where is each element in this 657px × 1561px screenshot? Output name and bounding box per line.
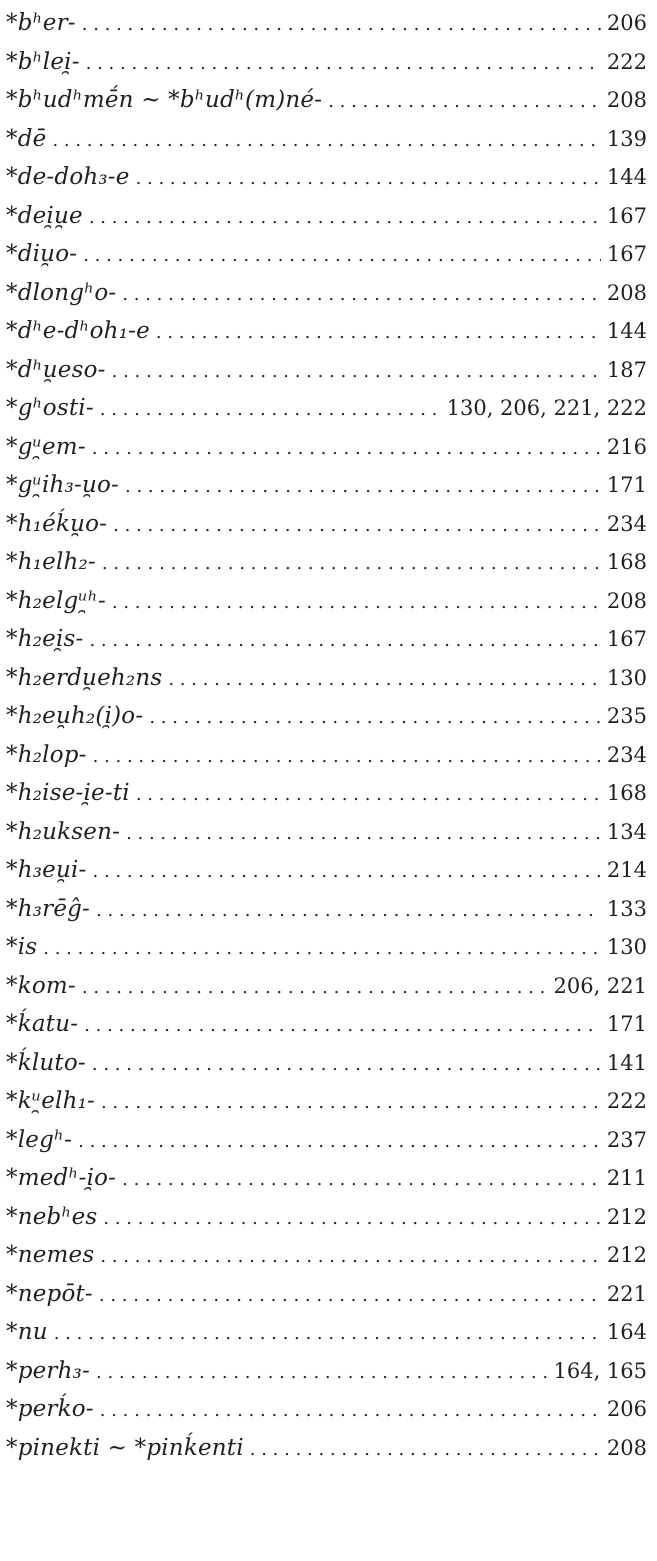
page-reference: 222 <box>606 1089 647 1113</box>
index-term: *dei̯u̯e <box>6 202 83 229</box>
page-reference: 216 <box>606 434 647 459</box>
page-reference: 234 <box>606 742 647 767</box>
index-term: *nebʰes <box>6 1203 98 1230</box>
dot-leader <box>136 776 601 815</box>
index-entry <box>6 158 647 197</box>
index-term: *bʰlei̯- <box>6 48 80 75</box>
page-reference: 144 <box>606 319 647 343</box>
index-term: *gᵘ̯em- <box>6 433 86 460</box>
index-term: *nu <box>6 1319 48 1345</box>
index-term: *dʰu̯eso- <box>6 356 106 383</box>
dot-leader <box>84 1007 601 1046</box>
page-reference: 171 <box>606 473 647 497</box>
page-reference: 141 <box>606 1050 647 1075</box>
dot-leader <box>101 1084 601 1123</box>
dot-leader <box>78 1123 601 1162</box>
dot-leader <box>89 622 600 661</box>
dot-leader <box>122 276 601 315</box>
index-entry <box>6 582 647 621</box>
dot-leader <box>93 738 601 777</box>
index-entry <box>6 1082 647 1121</box>
page-reference: 235 <box>606 704 647 728</box>
index-term: *bʰudʰmḗn ~ *bʰudʰ(m)né- <box>6 87 323 113</box>
index-term: *perḱo- <box>6 1396 94 1422</box>
index-entry <box>6 43 647 82</box>
dot-leader <box>82 6 601 45</box>
page-reference: 208 <box>606 1435 647 1460</box>
index-entry <box>6 543 647 582</box>
page-reference: 139 <box>606 126 647 151</box>
index-term: *de-doh₃-e <box>6 164 130 190</box>
index-term: *gᵘ̯ih₃-u̯o- <box>6 472 119 498</box>
dot-leader <box>89 199 601 238</box>
index-term: *is <box>6 934 38 960</box>
index-term: *h₂uksen- <box>6 818 121 845</box>
page-reference: 206, 221 <box>553 973 647 998</box>
page-reference: 144 <box>606 165 647 189</box>
page-reference: 171 <box>606 1012 647 1036</box>
index-entry <box>6 1121 647 1160</box>
index-term: *h₁éḱu̯o- <box>6 510 108 537</box>
index-term: *bʰer- <box>6 10 76 36</box>
dot-leader <box>100 1392 601 1431</box>
index-entry <box>6 1313 647 1352</box>
dot-leader <box>112 353 601 392</box>
index-term: *h₂lop- <box>6 741 87 768</box>
page-reference: 211 <box>606 1166 647 1190</box>
index-entry <box>6 351 647 390</box>
index-entry <box>6 813 647 852</box>
dot-leader <box>96 892 601 931</box>
page-reference: 168 <box>606 781 647 805</box>
page-reference: 208 <box>606 88 647 112</box>
index-term: *dlongʰo- <box>6 279 117 306</box>
index-entry <box>6 312 647 351</box>
dot-leader <box>136 160 601 199</box>
index-term: *nemes <box>6 1242 95 1268</box>
dot-leader <box>126 815 601 854</box>
page-reference: 206 <box>606 1397 647 1421</box>
index-term: *diu̯o- <box>6 241 78 267</box>
page-reference: 208 <box>606 588 647 613</box>
index-entry <box>6 1236 647 1275</box>
dot-leader <box>83 237 601 276</box>
index-term: *ḱatu- <box>6 1011 79 1037</box>
index-term: *gʰosti- <box>6 395 94 421</box>
index-term: *dʰe-dʰoh₁-e <box>6 318 150 344</box>
index-entry <box>6 1275 647 1314</box>
dot-leader <box>250 1431 601 1470</box>
page-reference: 133 <box>606 896 647 921</box>
index-entry <box>6 1159 647 1198</box>
page-reference: 237 <box>606 1127 647 1152</box>
dot-leader <box>112 584 601 623</box>
index-entry <box>6 389 647 428</box>
dot-leader <box>54 1315 601 1354</box>
dot-leader <box>93 853 601 892</box>
page-reference: 164, 165 <box>553 1358 647 1383</box>
page-reference: 212 <box>606 1204 647 1229</box>
dot-leader <box>92 1046 601 1085</box>
page-reference: 130 <box>606 935 647 959</box>
dot-leader <box>100 1238 601 1277</box>
index-term: *h₂ei̯s- <box>6 626 84 652</box>
dot-leader <box>99 1277 601 1316</box>
index-entry <box>6 235 647 274</box>
page-reference: 130, 206, 221, 222 <box>446 396 647 420</box>
page-reference: 214 <box>606 858 647 882</box>
index-entry <box>6 697 647 736</box>
index-entry <box>6 197 647 236</box>
index-term: *perh₃- <box>6 1357 91 1384</box>
dot-leader <box>43 930 601 969</box>
index-term: *nepōt- <box>6 1280 93 1307</box>
dot-leader <box>82 969 548 1008</box>
dot-leader <box>113 507 601 546</box>
dot-leader <box>96 1354 547 1393</box>
index-entry <box>6 620 647 659</box>
index-term: *medʰ-i̯o- <box>6 1165 117 1191</box>
index-entry <box>6 1005 647 1044</box>
index-entry <box>6 466 647 505</box>
dot-leader <box>100 391 441 430</box>
dot-leader <box>122 1161 601 1200</box>
dot-leader <box>92 430 601 469</box>
index-entry <box>6 1044 647 1083</box>
index-list <box>6 0 647 1467</box>
page-reference: 212 <box>606 1243 647 1267</box>
index-term: *legʰ- <box>6 1126 73 1153</box>
index-term: *h₂ise-i̯e-ti <box>6 780 130 806</box>
page-reference: 164 <box>606 1320 647 1344</box>
page-reference: 130 <box>606 665 647 690</box>
index-entry <box>6 1352 647 1391</box>
page-reference: 187 <box>606 357 647 382</box>
dot-leader <box>328 83 601 122</box>
index-term: *kom- <box>6 972 76 999</box>
index-term: *h₂erdu̯eh₂ns <box>6 664 163 691</box>
dot-leader <box>149 699 601 738</box>
dot-leader <box>86 45 601 84</box>
index-entry <box>6 428 647 467</box>
index-term: *h₂eu̯h₂(i̯)o- <box>6 703 144 729</box>
page-reference: 134 <box>606 819 647 844</box>
index-entry <box>6 736 647 775</box>
index-term: *h₃rēĝ- <box>6 895 91 922</box>
index-term: *h₁elh₂- <box>6 549 96 575</box>
index-entry <box>6 928 647 967</box>
index-term: *h₃eu̯i- <box>6 857 87 883</box>
dot-leader <box>52 122 600 161</box>
dot-leader <box>103 1200 600 1239</box>
dot-leader <box>125 468 601 507</box>
index-entry <box>6 505 647 544</box>
page-reference: 168 <box>606 550 647 574</box>
page-reference: 167 <box>606 627 647 651</box>
page-reference: 234 <box>606 511 647 536</box>
index-entry <box>6 81 647 120</box>
dot-leader <box>168 661 601 700</box>
page-reference: 167 <box>606 203 647 228</box>
index-entry <box>6 659 647 698</box>
page-reference: 206 <box>606 11 647 35</box>
index-entry <box>6 967 647 1006</box>
page-reference: 208 <box>606 280 647 305</box>
index-term: *kᵘ̯elh₁- <box>6 1088 95 1114</box>
page-reference: 222 <box>606 49 647 74</box>
page-reference: 221 <box>606 1281 647 1306</box>
index-entry <box>6 1429 647 1468</box>
index-entry <box>6 1198 647 1237</box>
index-entry <box>6 890 647 929</box>
index-entry <box>6 274 647 313</box>
index-entry <box>6 1390 647 1429</box>
page-reference: 167 <box>606 242 647 266</box>
index-entry <box>6 120 647 159</box>
index-term: *h₂elgᵘ̯ʰ- <box>6 587 106 614</box>
index-term: *dē <box>6 125 47 152</box>
index-entry <box>6 774 647 813</box>
index-term: *pinekti ~ *pinḱenti <box>6 1434 244 1461</box>
index-entry <box>6 4 647 43</box>
index-term: *ḱluto- <box>6 1049 86 1076</box>
dot-leader <box>156 314 601 353</box>
dot-leader <box>102 545 601 584</box>
index-entry <box>6 851 647 890</box>
